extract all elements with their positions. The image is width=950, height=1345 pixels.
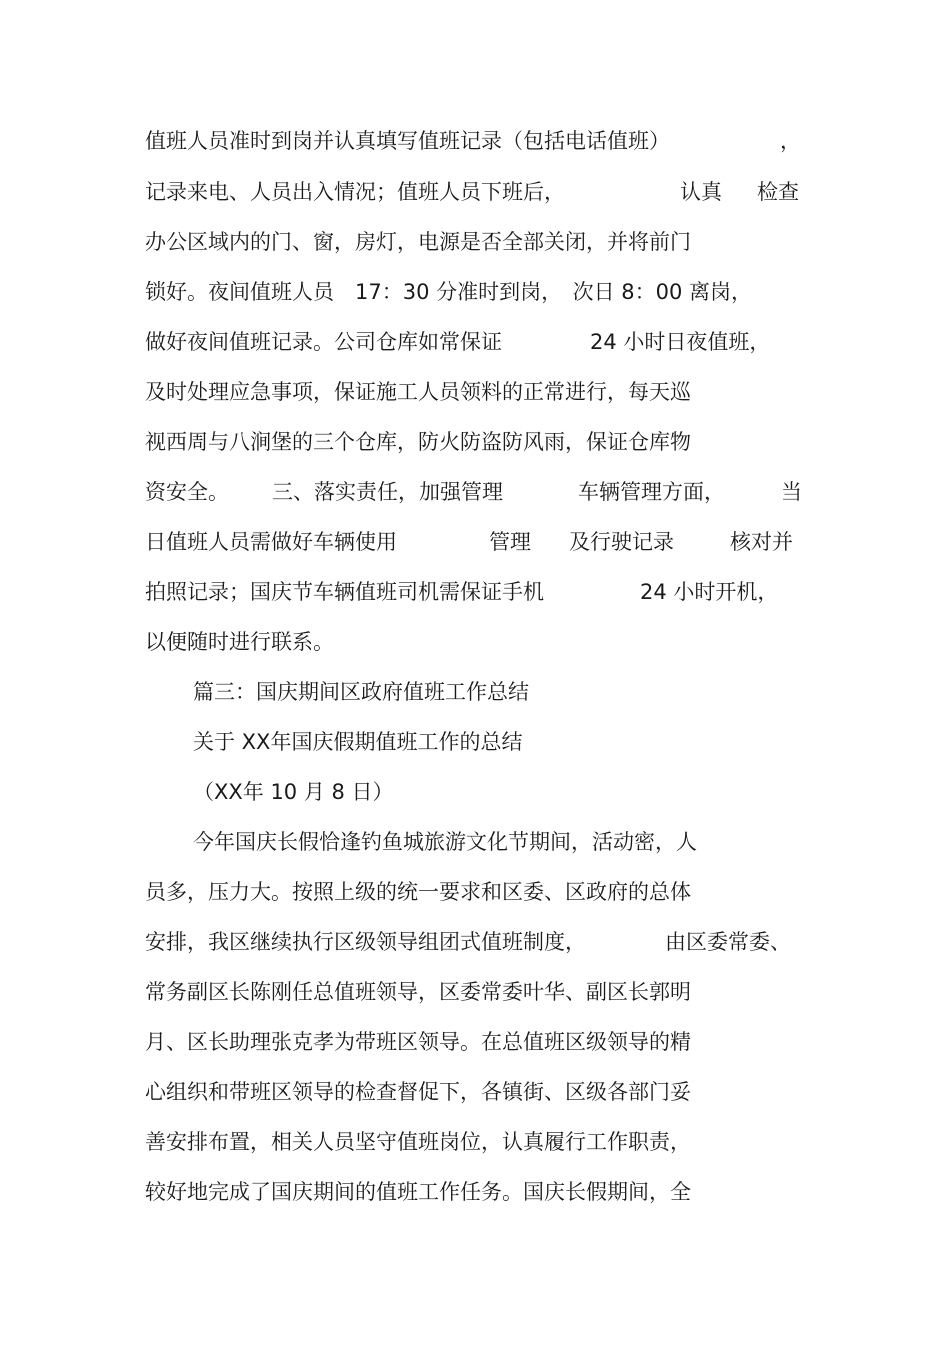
text-line: 以便随时进行联系。	[145, 630, 334, 654]
text-line: 由区委常委、	[665, 930, 791, 954]
section-heading: 三、落实责任，加强管理	[272, 480, 503, 504]
text-line: 日值班人员需做好车辆使用	[145, 530, 397, 554]
text-line: 今年国庆长假恰逢钓鱼城旅游文化节期间，活动密，人	[193, 830, 697, 854]
chapter-heading: 篇三：国庆期间区政府值班工作总结	[193, 680, 529, 704]
text-line: 记录来电、人员出入情况；值班人员下班后，	[145, 180, 565, 204]
text-line: 及行驶记录	[569, 530, 674, 554]
document-title: 关于 XX年国庆假期值班工作的总结	[193, 730, 523, 754]
text-line: 当	[781, 480, 802, 504]
text-line: 核对并	[730, 530, 793, 554]
text-line: 24 小时日夜值班，	[590, 330, 771, 354]
text-line: 24 小时开机，	[640, 580, 779, 604]
text-line: 做好夜间值班记录。公司仓库如常保证	[145, 330, 502, 354]
text-line: 拍照记录；国庆节车辆值班司机需保证手机	[145, 580, 544, 604]
text-line: 认真	[680, 180, 722, 204]
text-line: 办公区域内的门、窗，房灯，电源是否全部关闭，并将前门	[145, 230, 691, 254]
text-line: 管理	[489, 530, 531, 554]
text-line: 车辆管理方面，	[578, 480, 725, 504]
text-line: 检查	[757, 180, 799, 204]
text-line: 视西周与八涧堡的三个仓库，防火防盗防风雨，保证仓库物	[145, 430, 691, 454]
text-line: 及时处理应急事项，保证施工人员领料的正常进行，每天巡	[145, 380, 691, 404]
text-line: ，	[780, 129, 801, 153]
text-line: 锁好。夜间值班人员 17：30 分准时到岗， 次日 8：00 离岗，	[145, 280, 753, 304]
text-line: 资安全。	[145, 480, 229, 504]
text-line: 月、区长助理张克孝为带班区领导。在总值班区级领导的精	[145, 1030, 691, 1054]
text-line: 善安排布置，相关人员坚守值班岗位，认真履行工作职责，	[145, 1130, 691, 1154]
text-line: 常务副区长陈刚任总值班领导，区委常委叶华、副区长郭明	[145, 980, 691, 1004]
text-line: 心组织和带班区领导的检查督促下，各镇街、区级各部门妥	[145, 1080, 691, 1104]
text-line: 值班人员准时到岗并认真填写值班记录（包括电话值班）	[145, 129, 670, 153]
text-line: 员多，压力大。按照上级的统一要求和区委、区政府的总体	[145, 880, 691, 904]
document-date: （XX年 10 月 8 日）	[193, 780, 394, 804]
text-line: 安排，我区继续执行区级领导组团式值班制度，	[145, 930, 586, 954]
text-line: 较好地完成了国庆期间的值班工作任务。国庆长假期间，全	[145, 1180, 691, 1204]
